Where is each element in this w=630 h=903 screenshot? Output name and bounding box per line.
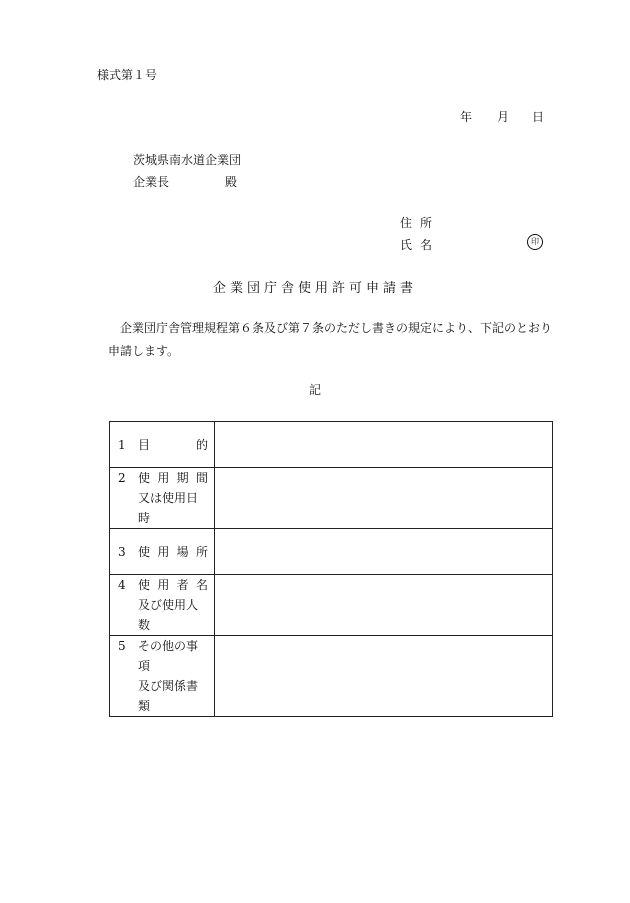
item-label-char: 間 xyxy=(195,471,208,485)
date-day-label: 日 xyxy=(532,110,545,124)
item-value-field[interactable] xyxy=(215,575,553,636)
item-value-field[interactable] xyxy=(215,422,553,468)
item-label-char: 的 xyxy=(195,437,208,452)
item-label-cell xyxy=(110,529,215,575)
item-label-char: 使 xyxy=(138,578,151,592)
item-label-cell xyxy=(110,468,215,529)
ki-heading: 記 xyxy=(308,383,321,397)
table-row xyxy=(110,575,553,636)
item-label-line2: 及び使用人数 xyxy=(138,598,199,632)
addressee-organization: 茨城県南水道企業団 xyxy=(133,153,242,167)
item-number: 4 xyxy=(118,578,126,592)
item-number: 2 xyxy=(118,471,126,485)
table-row xyxy=(110,468,553,529)
addressee-honorific: 殿 xyxy=(225,175,238,189)
table-row xyxy=(110,529,553,575)
item-label-cell xyxy=(110,575,215,636)
item-value-field[interactable] xyxy=(215,529,553,575)
form-number: 様式第１号 xyxy=(97,68,158,82)
item-label-char: 用 xyxy=(157,578,170,592)
item-number: 5 xyxy=(118,639,126,653)
item-number: 3 xyxy=(118,544,126,559)
item-value-field[interactable] xyxy=(215,636,553,717)
item-label-char: 期 xyxy=(176,471,189,485)
item-label-char: 目 xyxy=(138,437,151,452)
date-year-label: 年 xyxy=(460,110,473,124)
item-value-field[interactable] xyxy=(215,468,553,529)
item-label-line1 xyxy=(138,575,208,595)
item-label-line2: 及び関係書類 xyxy=(138,679,199,713)
item-label-char: 場 xyxy=(176,544,189,559)
item-label-char: 使 xyxy=(138,544,151,559)
addressee-title: 企業長 xyxy=(133,175,170,189)
item-number: 1 xyxy=(118,437,126,452)
date-month-label: 月 xyxy=(497,110,510,124)
item-label-char: その他の事項 xyxy=(138,639,199,673)
item-label-char: 用 xyxy=(157,471,170,485)
document-title: 企業団庁舎使用許可申請書 xyxy=(212,281,417,296)
item-label-char: 名 xyxy=(195,578,208,592)
seal-icon: 印 xyxy=(527,234,543,250)
table-row xyxy=(110,422,553,468)
item-label-line2: 又は使用日時 xyxy=(138,491,199,525)
applicant-address-label: 住所 xyxy=(400,216,441,230)
item-label-char: 用 xyxy=(157,544,170,559)
item-label-line1 xyxy=(138,435,208,455)
item-label-cell xyxy=(110,422,215,468)
item-label-char: 者 xyxy=(176,578,189,592)
items-table xyxy=(109,421,553,717)
item-label-line1 xyxy=(138,636,208,676)
table-row xyxy=(110,636,553,717)
applicant-name-label: 氏名 xyxy=(400,238,441,252)
body-text: 企業団庁舎管理規程第６条及び第７条のただし書きの規定により、下記のとおり申請します。 xyxy=(108,321,553,358)
item-label-line1 xyxy=(138,468,208,488)
item-label-cell xyxy=(110,636,215,717)
item-label-char: 所 xyxy=(195,544,208,559)
item-label-char: 使 xyxy=(138,471,151,485)
item-label-line1 xyxy=(138,542,208,562)
